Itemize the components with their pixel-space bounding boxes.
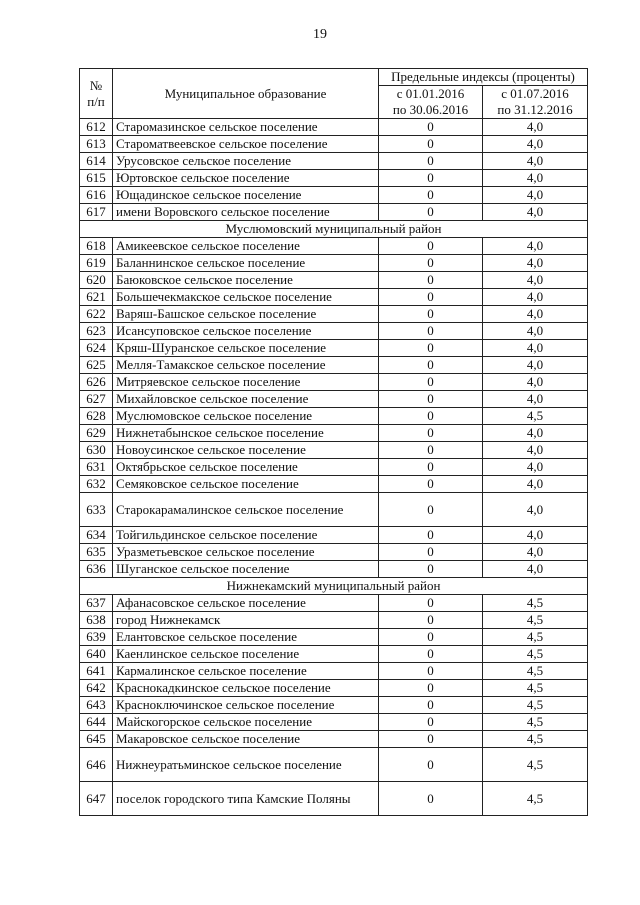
header-num-abbr: п/п [87,93,105,109]
table-row [80,136,588,153]
table-row [80,527,588,544]
index-period-2: 4,0 [483,357,588,374]
municipality-name: город Нижнекамск [113,612,379,629]
header-num-symbol: № [89,77,103,93]
index-period-2: 4,0 [483,289,588,306]
municipality-name: Большечекмакское сельское поселение [113,289,379,306]
index-period-1: 0 [379,119,483,136]
municipality-name: Майскогорское сельское поселение [113,714,379,731]
municipality-name: Новоусинское сельское поселение [113,442,379,459]
index-period-1: 0 [379,476,483,493]
row-number: 613 [80,136,113,153]
row-number: 632 [80,476,113,493]
row-number: 643 [80,697,113,714]
index-period-2: 4,0 [483,153,588,170]
index-period-1: 0 [379,391,483,408]
index-period-1: 0 [379,136,483,153]
municipality-name: Октябрьское сельское поселение [113,459,379,476]
municipality-name: Старомазинское сельское поселение [113,119,379,136]
index-period-1: 0 [379,714,483,731]
section-title: Муслюмовский муниципальный район [80,221,588,238]
row-number: 623 [80,323,113,340]
index-period-2: 4,0 [483,306,588,323]
index-period-2: 4,5 [483,646,588,663]
table-row [80,289,588,306]
index-period-1: 0 [379,340,483,357]
municipality-name: Михайловское сельское поселение [113,391,379,408]
index-period-2: 4,0 [483,442,588,459]
index-period-2: 4,0 [483,544,588,561]
municipality-name: Варяш-Башское сельское поселение [113,306,379,323]
municipality-name: Краснокадкинское сельское поселение [113,680,379,697]
row-number: 622 [80,306,113,323]
municipality-name: Муслюмовское сельское поселение [113,408,379,425]
index-period-2: 4,0 [483,476,588,493]
index-period-1: 0 [379,170,483,187]
row-number: 619 [80,255,113,272]
table-row [80,306,588,323]
municipality-name: Старокарамалинское сельское поселение [113,493,379,527]
header-period-2-from: с 01.07.2016 [501,86,569,101]
index-period-2: 4,5 [483,782,588,816]
table-row [80,612,588,629]
municipality-name: Каенлинское сельское поселение [113,646,379,663]
row-number: 641 [80,663,113,680]
municipality-name: Юртовское сельское поселение [113,170,379,187]
index-period-1: 0 [379,697,483,714]
index-period-2: 4,0 [483,340,588,357]
index-period-2: 4,5 [483,595,588,612]
header-period-1-from: с 01.01.2016 [396,86,465,101]
row-number: 638 [80,612,113,629]
row-number: 621 [80,289,113,306]
header-indices: Предельные индексы (проценты) [379,69,588,86]
table-row [80,561,588,578]
municipality-name: Староматвеевское сельское поселение [113,136,379,153]
municipality-name: Елантовское сельское поселение [113,629,379,646]
table-row [80,663,588,680]
header-municipality: Муниципальное образование [113,69,379,119]
index-period-1: 0 [379,153,483,170]
index-period-1: 0 [379,204,483,221]
index-period-1: 0 [379,527,483,544]
municipality-name: Тойгильдинское сельское поселение [113,527,379,544]
table-row [80,476,588,493]
table-row [80,204,588,221]
table-row [80,119,588,136]
municipality-name: Баланнинское сельское поселение [113,255,379,272]
index-period-2: 4,0 [483,374,588,391]
table-row [80,408,588,425]
table-row [80,459,588,476]
index-period-2: 4,5 [483,663,588,680]
index-period-1: 0 [379,782,483,816]
index-period-2: 4,0 [483,255,588,272]
municipality-name: поселок городского типа Камские Поляны [113,782,379,816]
row-number: 616 [80,187,113,204]
row-number: 618 [80,238,113,255]
index-period-2: 4,0 [483,204,588,221]
municipality-name: Баюковское сельское поселение [113,272,379,289]
index-period-1: 0 [379,731,483,748]
table-row [80,425,588,442]
index-period-1: 0 [379,374,483,391]
table-row [80,595,588,612]
row-number: 637 [80,595,113,612]
table-row [80,493,588,527]
row-number: 647 [80,782,113,816]
index-period-1: 0 [379,187,483,204]
municipality-name: Мелля-Тамакское сельское поселение [113,357,379,374]
index-period-1: 0 [379,357,483,374]
index-period-1: 0 [379,595,483,612]
row-number: 625 [80,357,113,374]
header-period-2 [483,86,588,119]
municipality-name: Уразметьевское сельское поселение [113,544,379,561]
index-period-1: 0 [379,612,483,629]
index-period-1: 0 [379,748,483,782]
index-period-2: 4,5 [483,748,588,782]
municipality-name: Исансуповское сельское поселение [113,323,379,340]
index-period-1: 0 [379,272,483,289]
table-row [80,323,588,340]
municipality-name: имени Воровского сельское поселение [113,204,379,221]
row-number: 631 [80,459,113,476]
index-period-2: 4,5 [483,680,588,697]
index-period-2: 4,0 [483,459,588,476]
header-period-2-to: по 31.12.2016 [497,102,573,117]
row-number: 629 [80,425,113,442]
index-period-1: 0 [379,323,483,340]
index-period-1: 0 [379,459,483,476]
index-period-1: 0 [379,289,483,306]
index-period-2: 4,0 [483,119,588,136]
header-period-1-to: по 30.06.2016 [392,102,469,117]
municipality-name: Красноключинское сельское поселение [113,697,379,714]
row-number: 640 [80,646,113,663]
table-row [80,629,588,646]
row-number: 636 [80,561,113,578]
index-period-2: 4,5 [483,697,588,714]
municipality-name: Кармалинское сельское поселение [113,663,379,680]
table-row [80,357,588,374]
table-row [80,714,588,731]
index-period-2: 4,0 [483,561,588,578]
row-number: 614 [80,153,113,170]
index-period-1: 0 [379,408,483,425]
header-row-1 [80,69,588,86]
table-row [80,442,588,459]
municipality-name: Урусовское сельское поселение [113,153,379,170]
row-number: 645 [80,731,113,748]
index-period-1: 0 [379,646,483,663]
section-row [80,578,588,595]
index-period-1: 0 [379,663,483,680]
index-period-2: 4,5 [483,408,588,425]
table-row [80,153,588,170]
row-number: 639 [80,629,113,646]
index-period-1: 0 [379,442,483,459]
municipality-name: Митряевское сельское поселение [113,374,379,391]
table-row [80,697,588,714]
index-period-2: 4,0 [483,323,588,340]
row-number: 635 [80,544,113,561]
row-number: 628 [80,408,113,425]
table-row [80,782,588,816]
index-period-1: 0 [379,561,483,578]
row-number: 624 [80,340,113,357]
index-period-1: 0 [379,238,483,255]
municipality-name: Нижнетабынское сельское поселение [113,425,379,442]
municipality-name: Амикеевское сельское поселение [113,238,379,255]
index-period-1: 0 [379,306,483,323]
index-period-2: 4,0 [483,493,588,527]
index-period-2: 4,0 [483,170,588,187]
index-period-2: 4,0 [483,272,588,289]
row-number: 646 [80,748,113,782]
index-period-2: 4,0 [483,187,588,204]
table-row [80,187,588,204]
table-row [80,680,588,697]
row-number: 630 [80,442,113,459]
index-period-2: 4,5 [483,612,588,629]
municipality-name: Афанасовское сельское поселение [113,595,379,612]
index-period-2: 4,0 [483,527,588,544]
index-period-2: 4,5 [483,629,588,646]
table-row [80,170,588,187]
section-row [80,221,588,238]
table-row [80,646,588,663]
index-period-2: 4,0 [483,391,588,408]
row-number: 626 [80,374,113,391]
row-number: 617 [80,204,113,221]
header-num-cell [80,69,113,119]
table-row [80,391,588,408]
page-number: 19 [313,27,327,42]
table-row [80,272,588,289]
row-number: 612 [80,119,113,136]
row-number: 627 [80,391,113,408]
municipality-name: Кряш-Шуранское сельское поселение [113,340,379,357]
index-period-1: 0 [379,629,483,646]
municipality-name: Семяковское сельское поселение [113,476,379,493]
table-row [80,748,588,782]
index-period-2: 4,0 [483,425,588,442]
index-period-1: 0 [379,255,483,272]
table-row [80,731,588,748]
municipality-name: Нижнеуратьминское сельское поселение [113,748,379,782]
table-row [80,340,588,357]
row-number: 634 [80,527,113,544]
index-period-1: 0 [379,544,483,561]
index-period-2: 4,0 [483,136,588,153]
municipality-name: Ющадинское сельское поселение [113,187,379,204]
index-period-2: 4,5 [483,731,588,748]
municipality-name: Шуганское сельское поселение [113,561,379,578]
municipality-name: Макаровское сельское поселение [113,731,379,748]
row-number: 620 [80,272,113,289]
row-number: 644 [80,714,113,731]
index-period-1: 0 [379,493,483,527]
table-row [80,255,588,272]
index-period-2: 4,0 [483,238,588,255]
header-period-1 [379,86,483,119]
index-period-1: 0 [379,680,483,697]
row-number: 642 [80,680,113,697]
section-title: Нижнекамский муниципальный район [80,578,588,595]
index-period-1: 0 [379,425,483,442]
tariff-index-table [79,68,588,816]
table-row [80,238,588,255]
table-row [80,374,588,391]
row-number: 615 [80,170,113,187]
index-period-2: 4,5 [483,714,588,731]
row-number: 633 [80,493,113,527]
table-row [80,544,588,561]
